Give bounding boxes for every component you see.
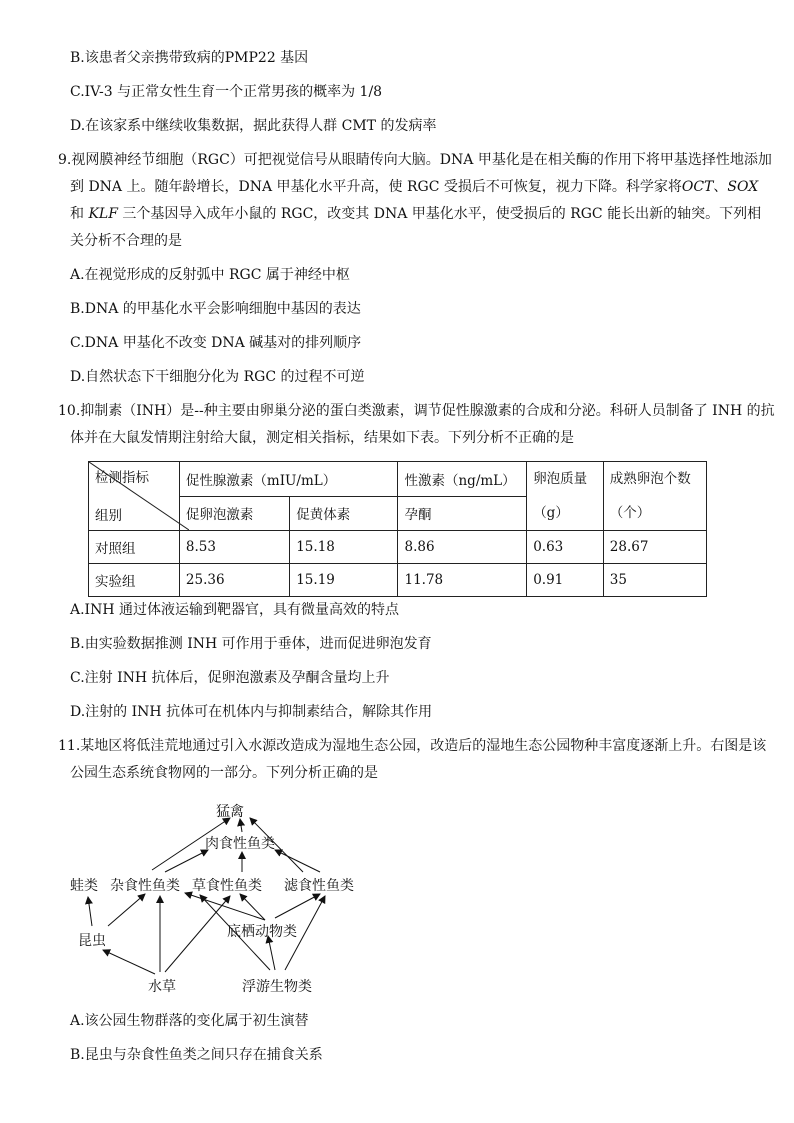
- q9-option-b: B.DNA 的甲基化水平会影响细胞中基因的表达: [70, 301, 361, 317]
- header-mature-count: 成熟卵泡个数 （个）: [603, 462, 706, 531]
- q8-option-d: D.在该家系中继续收集数据，据此获得人群 CMT 的发病率: [70, 118, 437, 134]
- header-gonadotropin: 促性腺激素（mIU/mL）: [179, 462, 398, 497]
- node-insects: 昆虫: [78, 933, 106, 949]
- q11-option-b: B.昆虫与杂食性鱼类之间只存在捕食关系: [70, 1047, 323, 1063]
- q8-option-b: B.该患者父亲携带致病的PMP22 基因: [70, 50, 309, 66]
- q9-stem-line1: 9.视网膜神经节细胞（RGC）可把视觉信号从眼睛传向大脑。DNA 甲基化是在相关酶的作用下将甲基选择性地添加: [58, 152, 772, 168]
- table-row: 实验组 25.36 15.19 11.78 0.91 35: [89, 564, 707, 597]
- q10-option-a: A.INH 通过体液运输到靶器官，具有微量高效的特点: [70, 602, 399, 618]
- q11-option-a: A.该公园生物群落的变化属于初生演替: [70, 1013, 309, 1029]
- node-herbivorous-fish: 草食性鱼类: [192, 878, 262, 894]
- q10-stem-line2: 体并在大鼠发情期注射给大鼠，测定相关指标，结果如下表。下列分析不正确的是: [70, 430, 574, 446]
- subheader-lh: 促黄体素: [290, 496, 398, 531]
- table-row: 对照组 8.53 15.18 8.86 0.63 28.67: [89, 531, 707, 564]
- corner-bottom-label: 组别: [95, 508, 122, 524]
- header-sex-hormone: 性激素（ng/mL）: [398, 462, 527, 497]
- q10-option-c: C.注射 INH 抗体后，促卵泡激素及孕酮含量均上升: [70, 670, 390, 686]
- gene-klf: KLF: [88, 206, 118, 222]
- node-raptor: 猛禽: [216, 804, 244, 820]
- node-benthos: 底栖动物类: [227, 924, 297, 940]
- results-table: [88, 461, 707, 597]
- q11-stem-line2: 公园生态系统食物网的一部分。下列分析正确的是: [70, 765, 378, 781]
- q9-stem-line4: 关分析不合理的是: [70, 233, 182, 249]
- node-filter-fish: 滤食性鱼类: [284, 878, 354, 894]
- q9-option-a: A.在视觉形成的反射弧中 RGC 属于神经中枢: [70, 267, 350, 283]
- gene-sox: SOX: [727, 179, 759, 195]
- q9-stem-line3: 和 KLF 三个基因导入成年小鼠的 RGC，改变其 DNA 甲基化水平，使受损后的 RGC 能长出新的轴突。下列相: [70, 206, 762, 222]
- q9-option-d: D.自然状态下干细胞分化为 RGC 的过程不可逆: [70, 369, 365, 385]
- q8-option-c: C.IV-3 与正常女性生育一个正常男孩的概率为 1/8: [70, 84, 383, 100]
- q9-stem-line2: 到 DNA 上。随年龄增长，DNA 甲基化水平升高，使 RGC 受损后不可恢复，视力下降。科学家将OCT、SOX: [70, 179, 759, 195]
- node-plankton: 浮游生物类: [242, 979, 312, 995]
- q10-option-b: B.由实验数据推测 INH 可作用于垂体，进而促进卵泡发育: [70, 636, 432, 652]
- gene-oct: OCT: [681, 179, 714, 195]
- q9-option-c: C.DNA 甲基化不改变 DNA 碱基对的排列顺序: [70, 335, 362, 351]
- node-waterweed: 水草: [148, 979, 176, 995]
- food-web-diagram: [60, 790, 380, 1005]
- q11-stem-line1: 11.某地区将低洼荒地通过引入水源改造成为湿地生态公园，改造后的湿地生态公园物种丰富度逐渐上升。右图是该: [58, 738, 767, 754]
- node-omnivorous-fish: 杂食性鱼类: [110, 878, 180, 894]
- q10-option-d: D.注射的 INH 抗体可在机体内与抑制素结合，解除其作用: [70, 704, 433, 720]
- table-corner-cell: [89, 462, 180, 531]
- corner-top-label: 检测指标: [95, 470, 149, 486]
- node-carnivorous-fish: 肉食性鱼类: [205, 836, 275, 852]
- node-frogs: 蛙类: [70, 878, 98, 894]
- subheader-fsh: 促卵泡激素: [179, 496, 289, 531]
- header-follicle-mass: 卵泡质量 （g）: [527, 462, 604, 531]
- subheader-progesterone: 孕酮: [398, 496, 527, 531]
- q10-stem-line1: 10.抑制素（INH）是--种主要由卵巢分泌的蛋白类激素，调节促性腺激素的合成和分泌。科研人员制备了 INH 的抗: [58, 403, 775, 419]
